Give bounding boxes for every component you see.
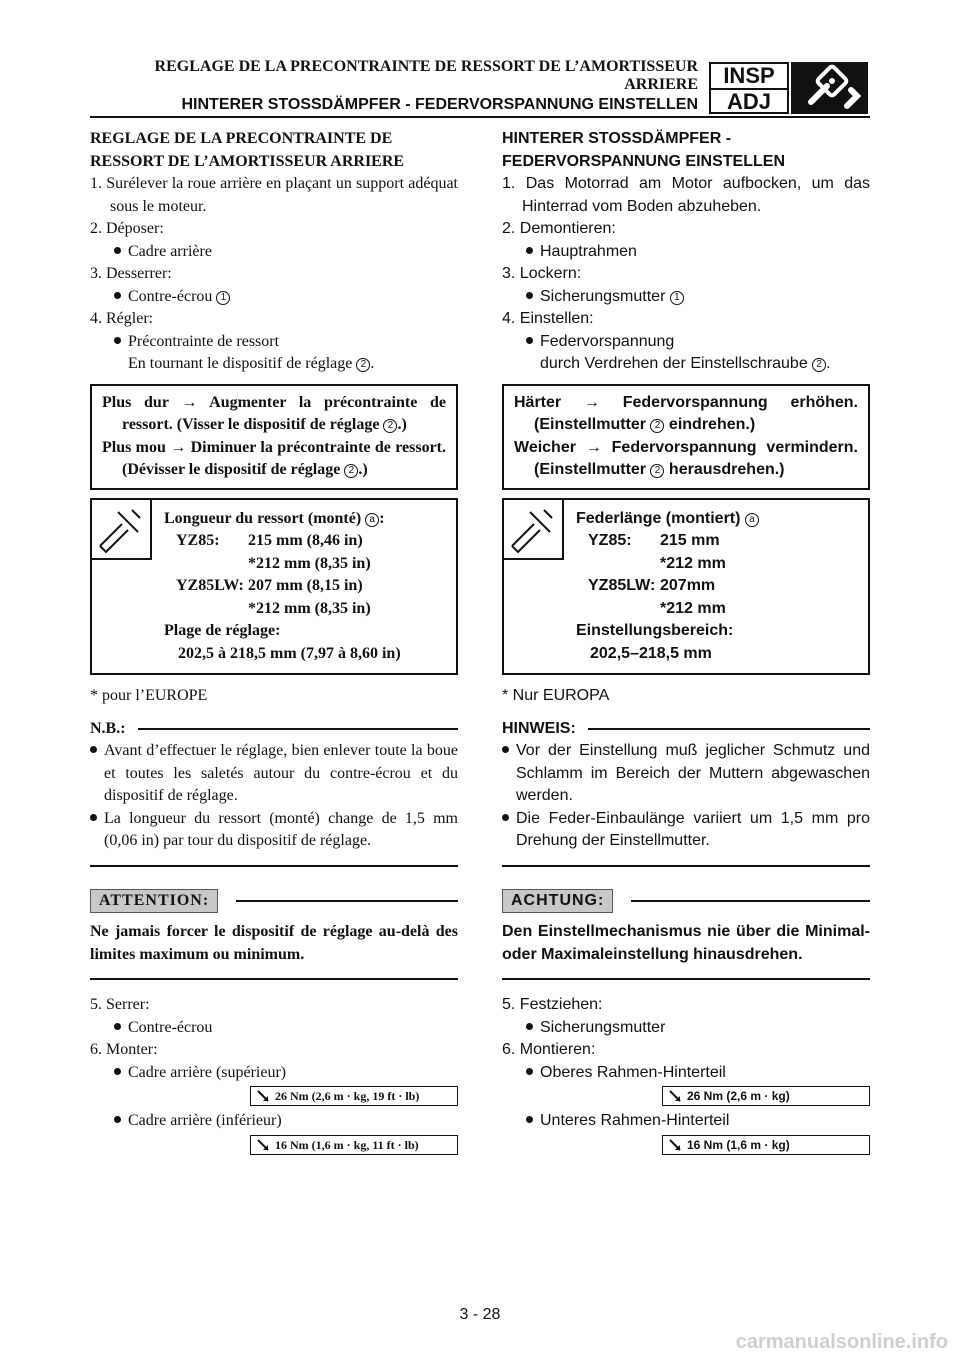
section-title: REGLAGE DE LA PRECONTRAINTE DE [90, 130, 393, 147]
step-3: 3. Lockern: [502, 265, 582, 282]
torque-wrench-icon [669, 1090, 681, 1102]
spec-row: *212 mm (8,35 in) [248, 554, 371, 572]
harder-line: Plus dur → Augmenter la précontrainte de ressort. (Visser le dispositif de réglage 2 .) [102, 393, 446, 433]
adjust-direction-box [502, 384, 870, 490]
spec-row: YZ85: 215 mm [588, 532, 720, 549]
spec-title: Longueur du ressort (monté) a : [164, 509, 385, 527]
header-title-fr-2: ARRIERE [624, 76, 698, 93]
torque-spec: 16 Nm (1,6 m · kg, 11 ft · lb) [250, 1135, 458, 1155]
callout-1: 1 [216, 291, 230, 305]
step-4-detail: durch Verdrehen der Einstellschraube 2 . [540, 355, 831, 372]
step-5: 5. Festziehen: [502, 996, 603, 1013]
spec-box [502, 498, 870, 676]
section-badge [709, 62, 789, 114]
range-title: Einstellungsbereich: [576, 622, 734, 639]
list-item: Hauptrahmen [502, 241, 870, 264]
warning-header [90, 889, 458, 914]
header-rule [90, 116, 870, 118]
page-number: 3 - 28 [459, 1306, 501, 1323]
step-4: 4. Einstellen: [502, 310, 594, 327]
badge-adj: ADJ [726, 89, 771, 114]
step-2: 2. Déposer: [90, 220, 164, 237]
spec-row: *212 mm [660, 599, 726, 617]
warning-text: Den Einstellmechanismus nie über die Minimal- oder Maximaleinstellung hinausdrehen. [502, 923, 870, 963]
note-header [90, 718, 458, 741]
header-title-fr: REGLAGE DE LA PRECONTRAINTE DE RESSORT DE L’AMORTISSEUR [154, 58, 698, 75]
range-value: 202,5 à 218,5 mm (7,97 à 8,60 in) [178, 644, 401, 662]
step-2: 2. Demontieren: [502, 220, 616, 237]
spec-wrench-icon [92, 500, 152, 560]
badge-insp: INSP [711, 64, 787, 90]
spec-row: YZ85LW: 207 mm (8,15 in) [176, 577, 363, 594]
range-value: 202,5–218,5 mm [590, 644, 712, 662]
note-item: Die Feder-Einbaulänge variiert um 1,5 mm pro Drehung der Einstellmutter. [502, 808, 870, 853]
spec-title: Federlänge (montiert) a [576, 508, 860, 531]
warning-label: ACHTUNG: [502, 889, 613, 914]
column-german [502, 128, 870, 1159]
list-item: Cadre arrière (supérieur) [90, 1062, 458, 1085]
warning-end-rule [502, 978, 870, 980]
warning-label: ATTENTION: [90, 889, 218, 914]
column-french [90, 128, 458, 1159]
step-4-detail: En tournant le dispositif de réglage 2 . [128, 355, 375, 372]
warning-text: Ne jamais forcer le dispositif de réglage au-delà des limites maximum ou minimum. [90, 923, 458, 963]
footnote: * Nur EUROPA [502, 687, 610, 704]
warning-header [502, 889, 870, 914]
wrench-bolt-icon [791, 62, 868, 114]
list-item: Federvorspannung [502, 331, 870, 354]
softer-line: Weicher → Federvorspannung vermindern. (Einstellmutter 2 herausdrehen.) [514, 438, 858, 478]
note-label: N.B.: [90, 719, 126, 737]
list-item: Sicherungsmutter [502, 1017, 870, 1040]
warning-end-rule [90, 978, 458, 980]
spec-row: YZ85LW: 207mm [588, 577, 716, 594]
list-item: Contre-écrou [90, 1017, 458, 1040]
watermark: carmanualsonline.info [735, 1331, 948, 1353]
list-item: Oberes Rahmen-Hinterteil [502, 1062, 870, 1085]
note-label: HINWEIS: [502, 719, 576, 737]
list-item: Contre-écrou 1 [90, 286, 458, 309]
step-3: 3. Desserrer: [90, 265, 172, 282]
step-6: 6. Montieren: [502, 1041, 596, 1058]
section-title: HINTERER STOSSDÄMPFER - [502, 130, 732, 147]
page-header [90, 58, 698, 115]
torque-wrench-icon [257, 1090, 269, 1102]
torque-wrench-icon [669, 1139, 681, 1151]
range-title: Plage de réglage: [164, 622, 281, 639]
note-header [502, 718, 870, 741]
list-item: Précontrainte de ressort [90, 331, 458, 354]
step-1: 1. Das Motorrad am Motor aufbocken, um das Hinterrad vom Boden abzuheben. [502, 175, 870, 215]
spec-row: YZ85: 215 mm (8,46 in) [176, 532, 363, 549]
list-item: Cadre arrière (inférieur) [90, 1110, 458, 1133]
torque-wrench-icon [257, 1139, 269, 1151]
footnote: * pour l’EUROPE [90, 687, 208, 704]
note-item: La longueur du ressort (monté) change de 1,5 mm (0,06 in) par tour du dispositif de réglage. [90, 808, 458, 853]
harder-line: Härter → Federvorspannung erhöhen. (Einstellmutter 2 eindrehen.) [514, 393, 858, 433]
note-end-rule [90, 865, 458, 867]
adjust-direction-box [90, 384, 458, 490]
note-item: Avant d’effectuer le réglage, bien enlever toute la boue et toutes les saletés autour du contre-écrou et du dispositif de réglage. [90, 740, 458, 808]
list-item: Unteres Rahmen-Hinterteil [502, 1110, 870, 1133]
step-6: 6. Monter: [90, 1041, 158, 1058]
spec-box [90, 498, 458, 676]
header-title-de: HINTERER STOSSDÄMPFER - FEDERVORSPANNUNG EINSTELLEN [181, 96, 698, 113]
list-item: Sicherungsmutter 1 [502, 286, 870, 309]
step-5: 5. Serrer: [90, 996, 150, 1013]
section-title-2: FEDERVORSPANNUNG EINSTELLEN [502, 152, 785, 170]
spec-row: *212 mm (8,35 in) [248, 599, 371, 617]
step-4: 4. Régler: [90, 310, 154, 327]
spec-wrench-icon [504, 500, 564, 560]
spec-row: *212 mm [660, 554, 726, 572]
note-item: Vor der Einstellung muß jeglicher Schmutz und Schlamm im Bereich der Muttern abgewaschen werden. [502, 740, 870, 808]
list-item: Cadre arrière [90, 241, 458, 264]
torque-spec: 16 Nm (1,6 m · kg) [662, 1135, 870, 1155]
softer-line: Plus mou → Diminuer la précontrainte de ressort. (Dévisser le dispositif de réglage 2 .) [102, 438, 446, 478]
section-title-2: RESSORT DE L’AMORTISSEUR ARRIERE [90, 152, 405, 170]
step-1: 1. Surélever la roue arrière en plaçant un support adéquat sous le moteur. [90, 175, 458, 215]
torque-spec: 26 Nm (2,6 m · kg, 19 ft · lb) [250, 1086, 458, 1106]
note-end-rule [502, 865, 870, 867]
torque-spec: 26 Nm (2,6 m · kg) [662, 1086, 870, 1106]
